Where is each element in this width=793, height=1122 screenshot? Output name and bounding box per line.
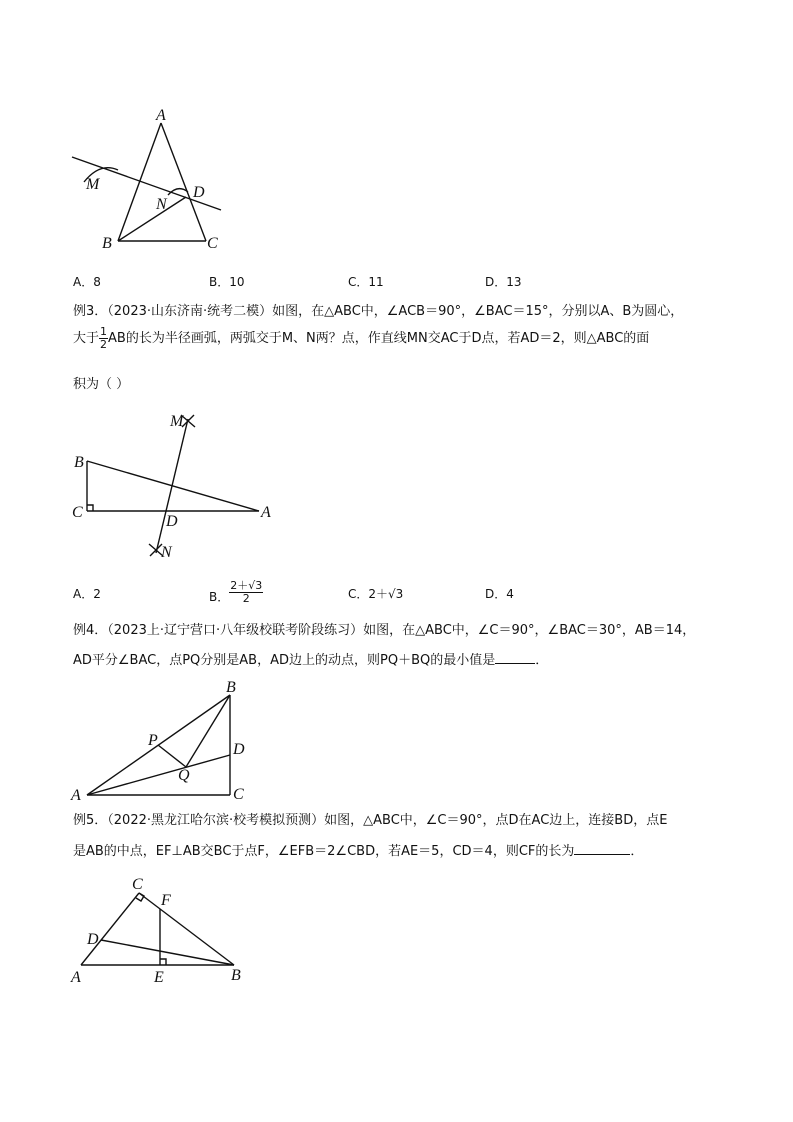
example3-line2: 大于 $\frac{1}{2}$ AB的长为半径画弧，两弧交于M、N两？点，作直线MN交AC于D点，若AD＝2，则△ABC的面 [73,325,650,351]
option-d: D．4 [485,587,514,601]
label-e: E [154,969,164,986]
option-c: C．11 [348,275,384,289]
label-m: M [86,176,100,193]
segment-bd [101,940,234,965]
label-n: N [156,196,167,213]
label-d: D [87,931,99,948]
segment-bd [118,197,186,241]
label-a: A [156,107,166,124]
right-angle-mark-e [160,959,166,965]
option-c: C．2＋√3 [348,587,404,601]
label-d: D [233,741,245,758]
answer-blank[interactable] [574,842,630,855]
fraction-one-half: $\frac{1}{2}$ [100,325,108,351]
side-cb [139,893,234,965]
figure-3-triangle [70,678,260,803]
example3-line1: 例3．（2023·山东济南·统考二模）如图，在△ABC中，∠ACB＝90°，∠BAC＝15°，分别以A、B为圆心， [73,304,684,319]
side-ab [118,123,161,241]
label-c: C [72,504,83,521]
figure-1-triangle [60,100,240,260]
figure-2-right-triangle [60,405,290,570]
label-b: B [102,235,112,252]
label-n: N [161,544,172,561]
label-q: Q [178,767,190,784]
label-d: D [193,184,205,201]
option-a: A．8 [73,275,101,289]
option-d: D．13 [485,275,522,289]
example4-line2: AD平分∠BAC，点PQ分别是AB，AD边上的动点，则PQ＋BQ的最小值是 ． [73,653,549,668]
answer-blank[interactable] [495,651,535,664]
label-d: D [166,513,178,530]
example4-line1: 例4．（2023上·辽宁营口·八年级校联考阶段练习）如图，在△ABC中，∠C＝90°，∠BAC＝30°，AB＝14， [73,623,696,638]
figure-4-triangle [65,874,265,989]
label-m: M [170,413,184,430]
example5-line2: 是AB的中点，EF⊥AB交BC于点F，∠EFB＝2∠CBD，若AE＝5，CD＝4，则CF的长为 ． [73,844,644,859]
side-ac [161,123,206,241]
right-angle-mark [87,505,93,511]
option-b: B．10 [209,275,245,289]
label-a: A [71,787,81,804]
side-ac [81,893,139,965]
label-b: B [226,679,236,696]
label-a: A [71,969,81,986]
label-b: B [231,967,241,984]
option-b: B． $\frac{2+√3}{2}$ [209,579,263,605]
segment-pq [158,745,186,767]
label-c: C [132,876,143,893]
segment-ad [87,755,230,795]
label-b: B [74,454,84,471]
label-a: A [261,504,271,521]
example5-line1: 例5．（2022·黑龙江哈尔滨·校考模拟预测）如图，△ABC中，∠C＝90°，点D在AC边上，连接BD，点E [73,813,668,828]
label-c: C [207,235,218,252]
label-f: F [161,892,171,909]
option-a: A．2 [73,587,101,601]
label-p: P [148,732,158,749]
line-mn [156,419,188,553]
side-ba [87,461,259,511]
label-c: C [233,786,244,803]
example3-line3: 积为（ ） [73,377,130,392]
